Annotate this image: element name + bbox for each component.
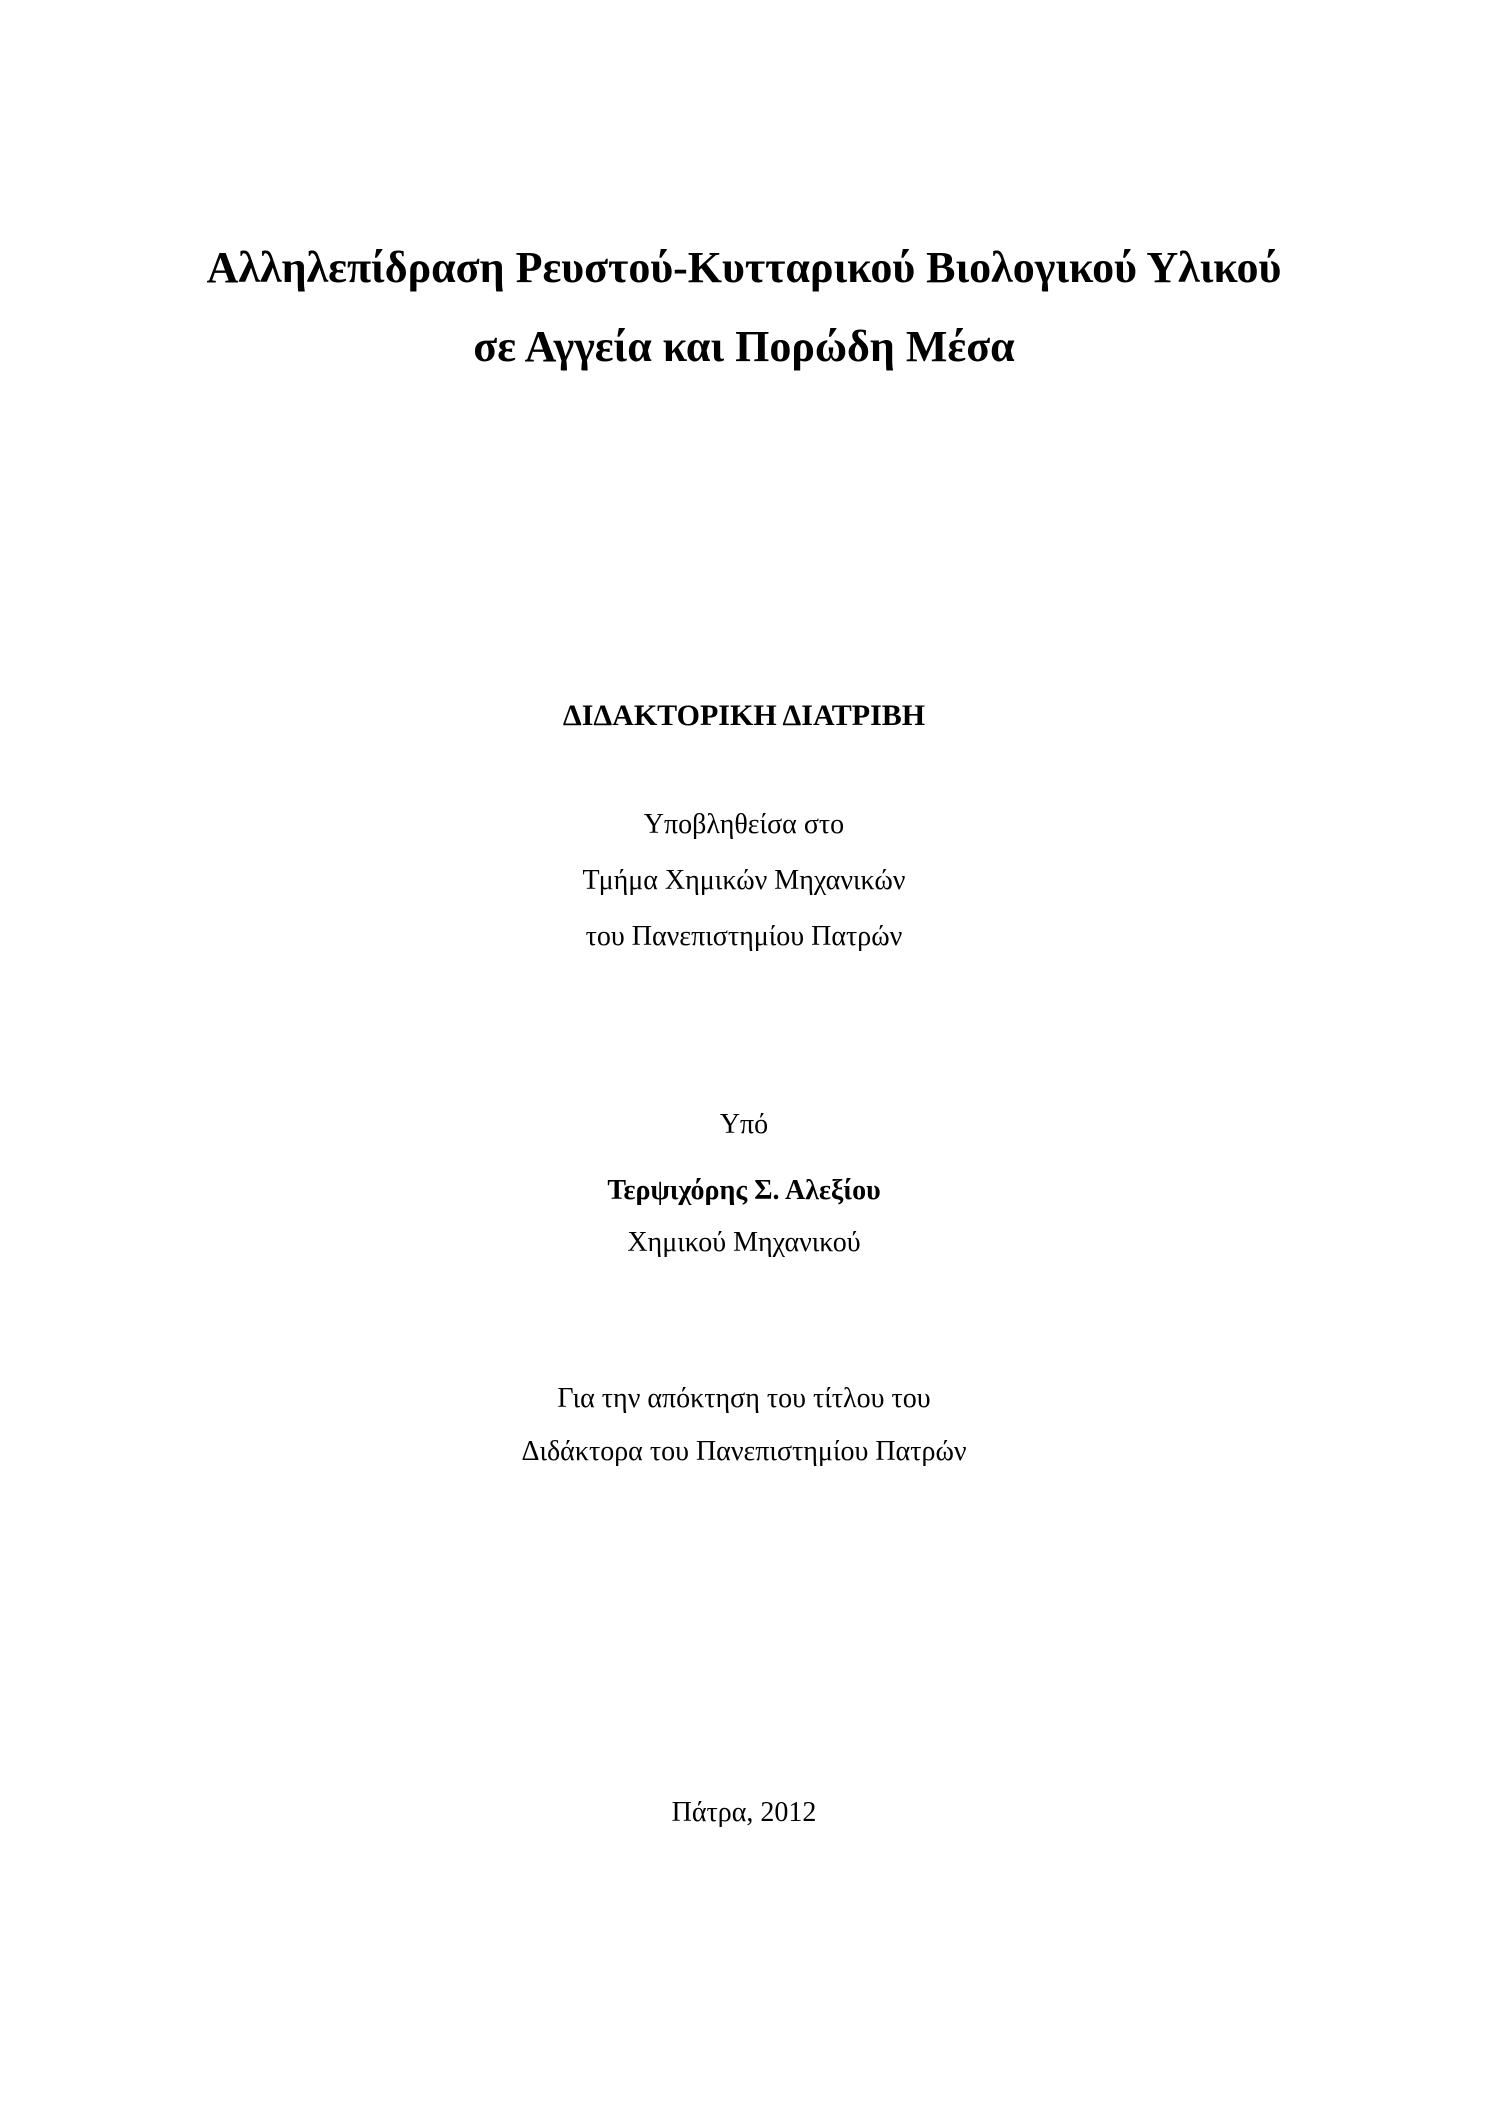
submission-line-2: Τμήμα Χημικών Μηχανικών bbox=[582, 865, 906, 896]
author-name: Τερψιχόρης Σ. Αλεξίου bbox=[607, 1175, 881, 1206]
by-label: Υπό bbox=[719, 1109, 769, 1140]
thesis-title-line-1: Αλληλεπίδραση Ρευστού-Κυτταρικού Βιολογικού Υλικού bbox=[206, 243, 1282, 292]
submission-line-3: του Πανεπιστημίου Πατρών bbox=[585, 921, 903, 952]
thesis-type-heading: ΔΙΔΑΚΤΟΡΙΚΗ ΔΙΑΤΡΙΒΗ bbox=[562, 699, 926, 732]
submission-line-1: Υποβληθείσα στο bbox=[643, 809, 845, 840]
degree-line-1: Για την απόκτηση του τίτλου του bbox=[557, 1383, 931, 1414]
thesis-title-line-2: σε Αγγεία και Πορώδη Μέσα bbox=[473, 322, 1015, 371]
place-date: Πάτρα, 2012 bbox=[671, 1797, 817, 1828]
author-profession: Χημικού Μηχανικού bbox=[627, 1227, 861, 1258]
degree-line-2: Διδάκτορα του Πανεπιστημίου Πατρών bbox=[521, 1436, 967, 1467]
